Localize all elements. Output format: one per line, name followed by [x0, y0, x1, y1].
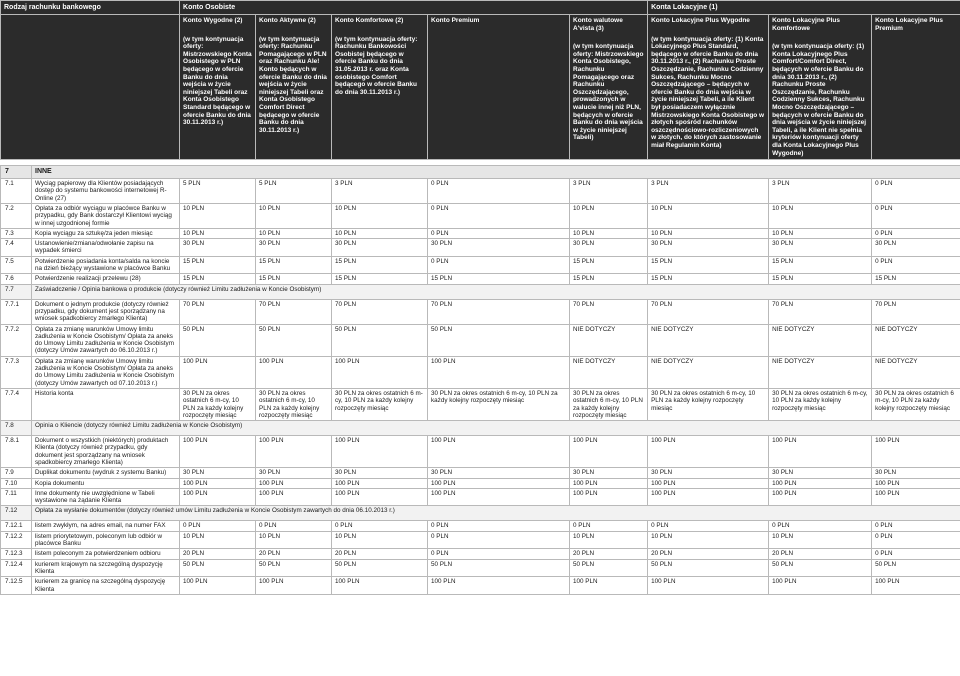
row-description: Opłata za zmianę warunków Umowy limitu zadłużenia w Koncie Osobistym/ Opłata za aneks do Umowy Limitu zadłużenia w Koncie Osobistym (dotyczy Umów zawartych do 06.10.2013 r.)	[32, 324, 180, 356]
fee-cell: 100 PLN	[256, 577, 332, 595]
table-row	[1, 228, 960, 238]
fee-cell: 15 PLN	[180, 256, 256, 274]
fee-cell: 10 PLN	[648, 203, 769, 228]
column-title: Konto Aktywne (2)	[259, 17, 316, 24]
fee-cell: 100 PLN	[570, 436, 648, 468]
table-row	[1, 468, 960, 478]
fee-cell: 70 PLN	[872, 299, 960, 324]
column-subtitle: (w tym kontynuacja oferty: (1) Konta Lokacyjnego Plus Comfort/Comfort Direct, będących w ofercie Banku do dnia 30.11.2013 r., (2) Rachunku Proste Oszczędzanie, Rachunku Codzienny Sukces, Rachunku Mocno Oszczędzającego – będących w ofercie Banku do dnia wejścia w życie niniejszej Tabeli, a ile Klient nie spełnia kryteriów kontynuacji oferty dla Konta Lokacyjnego Plus Wygodne)	[772, 43, 867, 157]
fee-cell: 10 PLN	[332, 531, 428, 549]
fee-cell: 70 PLN	[570, 299, 648, 324]
row-number: 7.8.1	[1, 436, 32, 468]
row-number: 7.10	[1, 478, 32, 488]
fee-cell: 20 PLN	[256, 549, 332, 559]
row-number: 7.7.2	[1, 324, 32, 356]
fee-cell: 50 PLN	[428, 324, 570, 356]
section-row	[1, 166, 960, 179]
column-subtitle: (w tym kontynuacja oferty: Rachunku Bankowości Osobistej będącego w ofercie Banku do dnia 31.05.2013 r. oraz Konta osobistego Comfort będącego w ofercie Banku do dnia 30.11.2013 r.)	[335, 35, 418, 96]
fee-cell: 100 PLN	[769, 488, 872, 506]
fee-cell: 10 PLN	[180, 203, 256, 228]
fee-cell: 10 PLN	[256, 203, 332, 228]
table-row	[1, 256, 960, 274]
table-row	[1, 356, 960, 388]
fee-cell: 100 PLN	[570, 488, 648, 506]
fee-cell: 15 PLN	[769, 256, 872, 274]
fee-cell: 5 PLN	[180, 179, 256, 204]
fee-cell: 100 PLN	[872, 436, 960, 468]
fee-cell: 30 PLN	[872, 468, 960, 478]
fee-cell: 20 PLN	[332, 549, 428, 559]
row-number: 7.1	[1, 179, 32, 204]
fee-cell: 10 PLN	[256, 228, 332, 238]
header-personal-accounts: Konto Osobiste	[180, 1, 648, 15]
fee-cell: 0 PLN	[180, 521, 256, 531]
fee-cell: 15 PLN	[570, 274, 648, 284]
fee-cell: 30 PLN za okres ostatnich 6 m-cy, 10 PLN za każdy kolejny rozpoczęty miesiąc	[872, 388, 960, 420]
fee-cell: 10 PLN	[570, 531, 648, 549]
fee-cell: 0 PLN	[256, 521, 332, 531]
subsection-row	[1, 284, 960, 299]
table-row	[1, 436, 960, 468]
fee-cell: 50 PLN	[256, 559, 332, 577]
fee-cell: 100 PLN	[769, 577, 872, 595]
column-title: Konto Komfortowe (2)	[335, 17, 404, 24]
row-number: 7.12.2	[1, 531, 32, 549]
table-row	[1, 324, 960, 356]
column-subtitle: (w tym kontynuacja oferty: Rachunku Pomagającego w PLN oraz Rachunku Ale! Konto będących w ofercie Banku do dnia wejścia w życie niniejszej Tabeli oraz Konta Osobistego Comfort Direct będącego w ofercie Banku do dnia 30.11.2013 r.)	[259, 35, 327, 134]
fee-cell: 100 PLN	[332, 488, 428, 506]
fee-cell: 0 PLN	[872, 256, 960, 274]
fee-cell: 15 PLN	[332, 274, 428, 284]
row-number: 7.11	[1, 488, 32, 506]
row-description: Zaświadczenie / Opinia bankowa o produkcie (dotyczy również Limitu zadłużenia w Koncie Osobistym)	[32, 284, 960, 299]
header-account-type: Rodzaj rachunku bankowego	[1, 1, 180, 15]
fee-cell: 0 PLN	[428, 521, 570, 531]
column-header	[769, 15, 872, 160]
fee-cell: 15 PLN	[872, 274, 960, 284]
fee-cell: 30 PLN	[769, 239, 872, 257]
fee-cell: 100 PLN	[428, 356, 570, 388]
row-description: kurierem krajowym na szczególną dyspozycję Klienta	[32, 559, 180, 577]
header-empty-cell	[1, 15, 180, 160]
fee-cell: 100 PLN	[180, 436, 256, 468]
header-savings-accounts: Konta Lokacyjne (1)	[648, 1, 960, 15]
fee-cell: 100 PLN	[428, 478, 570, 488]
fee-cell: 20 PLN	[648, 549, 769, 559]
fee-cell: 100 PLN	[180, 488, 256, 506]
table-row	[1, 577, 960, 595]
fee-cell: 30 PLN	[648, 239, 769, 257]
fee-cell: 15 PLN	[256, 256, 332, 274]
fee-cell: 100 PLN	[256, 488, 332, 506]
fee-cell: NIE DOTYCZY	[872, 356, 960, 388]
fee-cell: 15 PLN	[648, 256, 769, 274]
fee-cell: 30 PLN	[332, 239, 428, 257]
fee-cell: 0 PLN	[428, 203, 570, 228]
row-number: 7.2	[1, 203, 32, 228]
fee-cell: 0 PLN	[648, 521, 769, 531]
fee-cell: 70 PLN	[256, 299, 332, 324]
fee-cell: 0 PLN	[428, 549, 570, 559]
subsection-row	[1, 506, 960, 521]
fee-cell: 0 PLN	[872, 179, 960, 204]
column-header	[648, 15, 769, 160]
section-title: INNE	[32, 166, 960, 179]
fee-cell: 10 PLN	[769, 228, 872, 238]
fee-cell: NIE DOTYCZY	[769, 324, 872, 356]
fee-cell: 10 PLN	[570, 228, 648, 238]
fee-cell: 30 PLN	[872, 239, 960, 257]
column-header	[570, 15, 648, 160]
fee-cell: 50 PLN	[570, 559, 648, 577]
column-title: Konto Lokacyjne Plus Wygodne	[651, 17, 750, 24]
row-number: 7.12.5	[1, 577, 32, 595]
table-row	[1, 299, 960, 324]
fee-cell: 30 PLN	[332, 468, 428, 478]
row-number: 7.12.3	[1, 549, 32, 559]
row-number: 7.12.1	[1, 521, 32, 531]
row-number: 7.12	[1, 506, 32, 521]
fee-cell: 100 PLN	[180, 356, 256, 388]
fee-cell: 100 PLN	[872, 577, 960, 595]
fee-cell: 10 PLN	[256, 531, 332, 549]
column-header	[256, 15, 332, 160]
row-description: Inne dokumenty nie uwzględnione w Tabeli wystawione na żądanie Klienta	[32, 488, 180, 506]
fee-cell: 15 PLN	[256, 274, 332, 284]
fee-cell: 100 PLN	[570, 577, 648, 595]
fee-cell: 30 PLN za okres ostatnich 6 m-cy, 10 PLN za każdy kolejny rozpoczęty miesiąc	[332, 388, 428, 420]
fee-cell: 50 PLN	[648, 559, 769, 577]
fee-cell: 100 PLN	[180, 478, 256, 488]
fee-cell: NIE DOTYCZY	[648, 356, 769, 388]
fee-cell: 20 PLN	[180, 549, 256, 559]
fee-cell: 15 PLN	[648, 274, 769, 284]
row-description: Opłata za odbiór wyciągu w placówce Banku w przypadku, gdy Bank dostarczył Klientowi wyciąg w innej uzgodnionej formie	[32, 203, 180, 228]
fee-cell: NIE DOTYCZY	[648, 324, 769, 356]
row-description: Kopia wyciągu za sztukę/za jeden miesiąc	[32, 228, 180, 238]
fee-cell: 30 PLN	[256, 468, 332, 478]
fee-cell: 100 PLN	[570, 478, 648, 488]
fee-cell: 30 PLN	[570, 239, 648, 257]
fee-cell: 100 PLN	[332, 436, 428, 468]
fee-cell: 70 PLN	[769, 299, 872, 324]
row-number: 7.7	[1, 284, 32, 299]
fee-cell: 20 PLN	[570, 549, 648, 559]
fee-cell: 100 PLN	[769, 436, 872, 468]
row-number: 7.4	[1, 239, 32, 257]
fee-cell: NIE DOTYCZY	[769, 356, 872, 388]
row-number: 7.9	[1, 468, 32, 478]
column-title: Konto Lokacyjne Plus Premium	[875, 17, 943, 32]
table-row	[1, 521, 960, 531]
column-title: Konto Premium	[431, 17, 480, 24]
column-subtitle: (w tym kontynuacja oferty: (1) Konta Lokacyjnego Plus Standard, będącego w ofercie Banku do dnia 30.11.2013 r., (2) Rachunku Proste Oszczędzanie, Rachunku Codzienny Sukces, Rachunku Mocno Oszczędzającego – będących w ofercie Banku do dnia wejścia w życie niniejszej Tabeli, a ile Klient był posiadaczem wyłącznie Mistrzowskiego Konta Osobistego w złotych spośród rachunków oszczędnościowo-rozliczeniowych w złotych, do których zastosowanie miał Regulamin Konta)	[651, 35, 765, 149]
column-title: Konto Lokacyjne Plus Komfortowe	[772, 17, 840, 32]
table-row	[1, 559, 960, 577]
fee-cell: 15 PLN	[769, 274, 872, 284]
fee-cell: 100 PLN	[332, 577, 428, 595]
fee-cell: 100 PLN	[872, 488, 960, 506]
section-number: 7	[1, 166, 32, 179]
fee-cell: 30 PLN za okres ostatnich 6 m-cy, 10 PLN za każdy kolejny rozpoczęty miesiąc	[428, 388, 570, 420]
fee-cell: 30 PLN	[180, 239, 256, 257]
fee-cell: 3 PLN	[570, 179, 648, 204]
fee-cell: 0 PLN	[332, 521, 428, 531]
row-description: Historia konta	[32, 388, 180, 420]
fee-cell: 50 PLN	[180, 324, 256, 356]
row-description: kurierem za granicę na szczególną dyspozycję Klienta	[32, 577, 180, 595]
table-row	[1, 274, 960, 284]
fee-cell: 30 PLN za okres ostatnich 6 m-cy, 10 PLN za każdy kolejny rozpoczęty miesiąc	[180, 388, 256, 420]
table-row	[1, 388, 960, 420]
column-header	[180, 15, 256, 160]
row-description: Dokument o jednym produkcie (dotyczy również przypadku, gdy dokument jest sporządzany na wniosek spadkobiercy zmarłego Klienta)	[32, 299, 180, 324]
fee-cell: 0 PLN	[872, 531, 960, 549]
fee-cell: NIE DOTYCZY	[570, 356, 648, 388]
table-row	[1, 531, 960, 549]
fee-cell: 30 PLN	[428, 468, 570, 478]
row-description: Kopia dokumentu	[32, 478, 180, 488]
row-description: Dokument o wszystkich (niektórych) produktach Klienta (dotyczy również przypadku, gdy dokument jest sporządzany na wniosek spadkobiercy zmarłego Klienta)	[32, 436, 180, 468]
fee-cell: 0 PLN	[872, 203, 960, 228]
row-number: 7.7.4	[1, 388, 32, 420]
row-description: Potwierdzenie realizacji przelewu (28)	[32, 274, 180, 284]
fee-cell: 10 PLN	[180, 228, 256, 238]
fee-cell: 10 PLN	[180, 531, 256, 549]
fee-cell: 0 PLN	[428, 228, 570, 238]
fee-cell: 100 PLN	[180, 577, 256, 595]
fee-cell: 50 PLN	[872, 559, 960, 577]
row-description: listem zwykłym, na adres email, na numer FAX	[32, 521, 180, 531]
fee-cell: 100 PLN	[648, 488, 769, 506]
fee-cell: 30 PLN	[648, 468, 769, 478]
column-title: Konto Wygodne (2)	[183, 17, 243, 24]
column-title: Konto walutowe A'vista (3)	[573, 17, 623, 32]
fee-cell: 10 PLN	[648, 531, 769, 549]
row-description: Duplikat dokumentu (wydruk z systemu Banku)	[32, 468, 180, 478]
table-row	[1, 203, 960, 228]
fee-cell: 10 PLN	[570, 203, 648, 228]
row-number: 7.3	[1, 228, 32, 238]
fee-cell: 0 PLN	[769, 521, 872, 531]
fee-cell: NIE DOTYCZY	[570, 324, 648, 356]
fee-cell: 3 PLN	[769, 179, 872, 204]
fee-cell: 30 PLN za okres ostatnich 6 m-cy, 10 PLN za każdy kolejny rozpoczęty miesiąc	[648, 388, 769, 420]
fee-cell: 30 PLN	[570, 468, 648, 478]
row-description: Wyciąg papierowy dla Klientów posiadających dostęp do systemu bankowości internetowej R-Online (27)	[32, 179, 180, 204]
subsection-row	[1, 421, 960, 436]
fee-cell: 15 PLN	[570, 256, 648, 274]
fee-cell: 0 PLN	[428, 531, 570, 549]
fee-cell: 70 PLN	[648, 299, 769, 324]
fee-cell: 100 PLN	[428, 488, 570, 506]
fee-cell: 10 PLN	[769, 203, 872, 228]
fee-cell: 30 PLN za okres ostatnich 6 m-cy, 10 PLN za każdy kolejny rozpoczęty miesiąc	[256, 388, 332, 420]
fee-cell: 0 PLN	[428, 256, 570, 274]
fee-cell: 15 PLN	[428, 274, 570, 284]
fee-cell: 50 PLN	[180, 559, 256, 577]
fee-cell: 0 PLN	[872, 521, 960, 531]
table-row	[1, 478, 960, 488]
fee-cell: 50 PLN	[332, 324, 428, 356]
row-number: 7.5	[1, 256, 32, 274]
table-row	[1, 488, 960, 506]
row-description: Ustanowienie/zmiana/odwołanie zapisu na wypadek śmierci	[32, 239, 180, 257]
fee-cell: 100 PLN	[428, 436, 570, 468]
row-description: Opłata za zmianę warunków Umowy limitu zadłużenia w Koncie Osobistym/ Opłata za aneks do Umowy Limitu zadłużenia w Koncie Osobistym (dotyczy Umów zawartych od 07.10.2013 r.)	[32, 356, 180, 388]
fee-cell: 50 PLN	[256, 324, 332, 356]
fee-cell: 100 PLN	[256, 478, 332, 488]
fee-cell: 70 PLN	[180, 299, 256, 324]
fee-cell: 100 PLN	[332, 478, 428, 488]
fee-cell: 70 PLN	[428, 299, 570, 324]
table-row	[1, 179, 960, 204]
fee-cell: 10 PLN	[332, 203, 428, 228]
column-header	[428, 15, 570, 160]
row-description: listem priorytetowym, poleconym lub odbiór w placówce Banku	[32, 531, 180, 549]
column-header	[872, 15, 960, 160]
row-number: 7.12.4	[1, 559, 32, 577]
fee-cell: 30 PLN	[256, 239, 332, 257]
fee-cell: 50 PLN	[428, 559, 570, 577]
row-description: Opinia o Kliencie (dotyczy również Limitu zadłużenia w Koncie Osobistym)	[32, 421, 960, 436]
row-number: 7.6	[1, 274, 32, 284]
table-row	[1, 239, 960, 257]
fee-cell: 10 PLN	[648, 228, 769, 238]
column-header	[332, 15, 428, 160]
fee-cell: 50 PLN	[332, 559, 428, 577]
fee-cell: 0 PLN	[872, 228, 960, 238]
fee-cell: 100 PLN	[769, 478, 872, 488]
fee-cell: 0 PLN	[570, 521, 648, 531]
fee-cell: 20 PLN	[769, 549, 872, 559]
row-description: Opłata za wysłanie dokumentów (dotyczy również umów Limitu zadłużenia w Koncie Osobistym zawartych do dnia 06.10.2013 r.)	[32, 506, 960, 521]
row-number: 7.8	[1, 421, 32, 436]
fee-cell: 70 PLN	[332, 299, 428, 324]
fee-cell: 50 PLN	[769, 559, 872, 577]
header-row-columns	[1, 15, 960, 160]
fee-cell: 30 PLN	[428, 239, 570, 257]
fee-cell: 5 PLN	[256, 179, 332, 204]
fee-cell: 30 PLN za okres ostatnich 6 m-cy, 10 PLN za każdy kolejny rozpoczęty miesiąc	[769, 388, 872, 420]
table-row	[1, 549, 960, 559]
row-number: 7.7.3	[1, 356, 32, 388]
fee-cell: 30 PLN	[180, 468, 256, 478]
fee-cell: 100 PLN	[332, 356, 428, 388]
fee-cell: 10 PLN	[769, 531, 872, 549]
fee-cell: 30 PLN za okres ostatnich 6 m-cy, 10 PLN za każdy kolejny rozpoczęty miesiąc	[570, 388, 648, 420]
row-description: listem poleconym za potwierdzeniem odbioru	[32, 549, 180, 559]
fee-cell: 100 PLN	[428, 577, 570, 595]
row-number: 7.7.1	[1, 299, 32, 324]
fee-cell: 0 PLN	[428, 179, 570, 204]
fee-cell: 10 PLN	[332, 228, 428, 238]
fee-cell: 15 PLN	[180, 274, 256, 284]
fee-cell: 15 PLN	[332, 256, 428, 274]
row-description: Potwierdzenie posiadania konta/salda na koncie na dzień bieżący wystawione w placówce Banku	[32, 256, 180, 274]
fee-cell: 100 PLN	[648, 577, 769, 595]
fee-cell: 100 PLN	[648, 436, 769, 468]
column-subtitle: (w tym kontynuacja oferty: Mistrzowskiego Konta Osobistego w PLN będącego w ofercie Banku do dnia wejścia w życie niniejszej Tabeli oraz Konta Osobistego Standard będącego w ofercie Banku do dnia 30.11.2013 r.)	[183, 35, 252, 127]
fee-cell: 100 PLN	[256, 436, 332, 468]
header-row-top	[1, 1, 960, 15]
fee-cell: NIE DOTYCZY	[872, 324, 960, 356]
fee-cell: 0 PLN	[872, 549, 960, 559]
fee-cell: 100 PLN	[256, 356, 332, 388]
fee-cell: 3 PLN	[332, 179, 428, 204]
fee-cell: 100 PLN	[872, 478, 960, 488]
column-subtitle: (w tym kontynuacja oferty: Mistrzowskiego Konta Osobistego, Rachunku Pomagającego oraz Rachunku Oszczędzającego, prowadzonych w walucie innej niż PLN, będących w ofercie Banku do dnia wejścia w życie niniejszej Tabeli)	[573, 43, 644, 142]
fee-cell: 30 PLN	[769, 468, 872, 478]
fee-cell: 3 PLN	[648, 179, 769, 204]
fee-cell: 100 PLN	[648, 478, 769, 488]
